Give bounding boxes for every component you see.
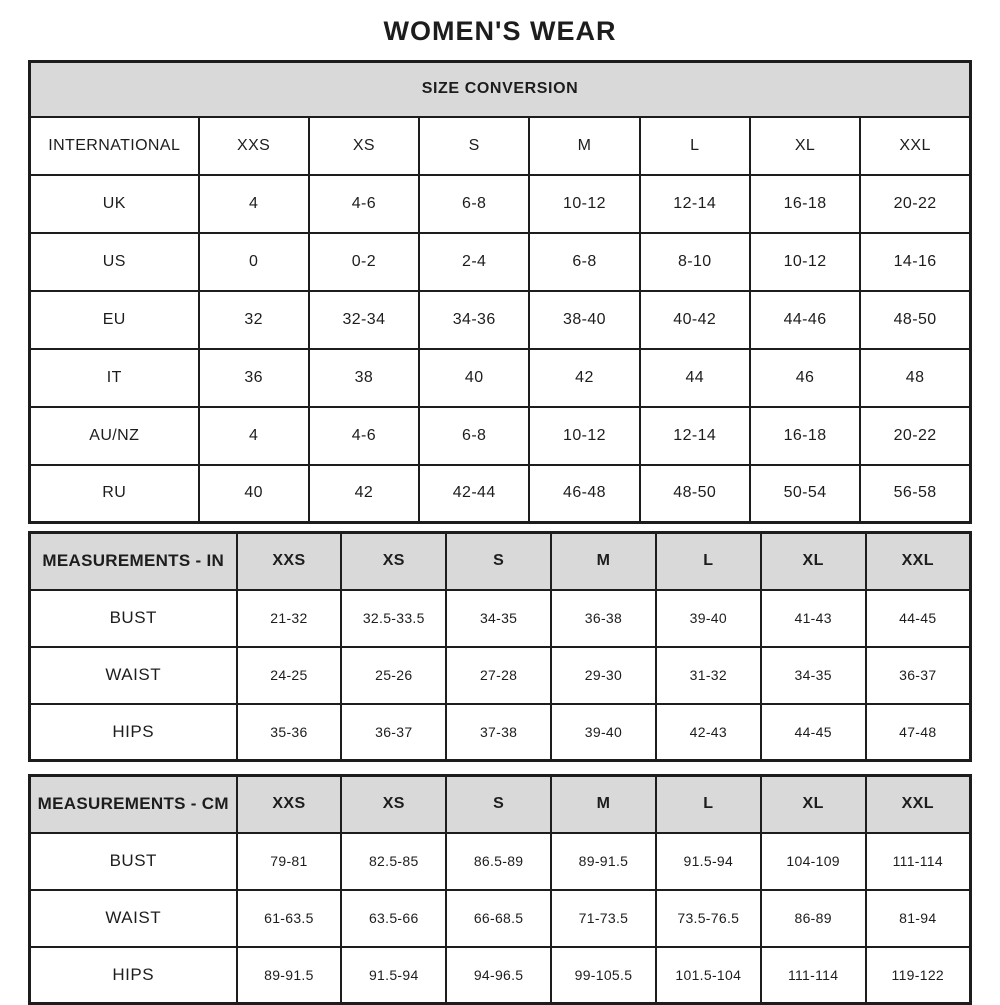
column-header: XL <box>761 776 866 833</box>
cell: 10-12 <box>529 407 639 465</box>
table-row <box>30 833 971 890</box>
cell: 46 <box>750 349 860 407</box>
cell: 111-114 <box>761 947 866 1004</box>
table-row <box>30 291 971 349</box>
cell: 32.5-33.5 <box>341 590 446 647</box>
cell: 42 <box>529 349 639 407</box>
row-label: WAIST <box>30 647 237 704</box>
cell: 66-68.5 <box>446 890 551 947</box>
row-label: AU/NZ <box>30 407 199 465</box>
cell: 79-81 <box>237 833 342 890</box>
row-label: HIPS <box>30 947 237 1004</box>
table-row <box>30 233 971 291</box>
cell: 44-45 <box>761 704 866 761</box>
cell: 4 <box>199 175 309 233</box>
cell: 32-34 <box>309 291 419 349</box>
row-label: HIPS <box>30 704 237 761</box>
cell: 48-50 <box>860 291 970 349</box>
cell: 44 <box>640 349 750 407</box>
cell: 41-43 <box>761 590 866 647</box>
row-label: BUST <box>30 833 237 890</box>
cell: 4 <box>199 407 309 465</box>
cell: 91.5-94 <box>656 833 761 890</box>
column-header: XXS <box>199 117 309 175</box>
column-header: L <box>640 117 750 175</box>
cell: 82.5-85 <box>341 833 446 890</box>
column-header: XXS <box>237 533 342 590</box>
cell: 81-94 <box>866 890 971 947</box>
row-label: WAIST <box>30 890 237 947</box>
cell: 2-4 <box>419 233 529 291</box>
cell: 36-37 <box>866 647 971 704</box>
cell: 42-44 <box>419 465 529 523</box>
cell: 40 <box>199 465 309 523</box>
column-header: S <box>419 117 529 175</box>
measurements-in-table <box>28 531 972 762</box>
table-header-row <box>30 117 971 175</box>
cell: 10-12 <box>529 175 639 233</box>
cell: 37-38 <box>446 704 551 761</box>
cell: 101.5-104 <box>656 947 761 1004</box>
column-header: XXL <box>860 117 970 175</box>
column-header: S <box>446 776 551 833</box>
table-row <box>30 465 971 523</box>
table-row <box>30 704 971 761</box>
column-header: M <box>551 776 656 833</box>
column-header: XL <box>750 117 860 175</box>
cell: 71-73.5 <box>551 890 656 947</box>
cell: 40 <box>419 349 529 407</box>
cell: 48-50 <box>640 465 750 523</box>
table-row <box>30 647 971 704</box>
cell: 25-26 <box>341 647 446 704</box>
cell: 0 <box>199 233 309 291</box>
cell: 86.5-89 <box>446 833 551 890</box>
cell: 86-89 <box>761 890 866 947</box>
cell: 48 <box>860 349 970 407</box>
table-title: SIZE CONVERSION <box>30 62 971 117</box>
cell: 73.5-76.5 <box>656 890 761 947</box>
table-row <box>30 349 971 407</box>
cell: 29-30 <box>551 647 656 704</box>
column-header: XS <box>341 776 446 833</box>
table-row <box>30 890 971 947</box>
row-label: UK <box>30 175 199 233</box>
cell: 36 <box>199 349 309 407</box>
column-header: XS <box>309 117 419 175</box>
cell: 6-8 <box>419 407 529 465</box>
size-chart-page <box>0 16 1000 1005</box>
cell: 89-91.5 <box>237 947 342 1004</box>
cell: 38-40 <box>529 291 639 349</box>
cell: 42-43 <box>656 704 761 761</box>
cell: 46-48 <box>529 465 639 523</box>
cell: 10-12 <box>750 233 860 291</box>
cell: 6-8 <box>529 233 639 291</box>
cell: 44-45 <box>866 590 971 647</box>
cell: 12-14 <box>640 407 750 465</box>
cell: 4-6 <box>309 407 419 465</box>
table-header-row <box>30 533 971 590</box>
column-header: XXL <box>866 776 971 833</box>
column-header: XXS <box>237 776 342 833</box>
cell: 89-91.5 <box>551 833 656 890</box>
cell: 44-46 <box>750 291 860 349</box>
cell: 27-28 <box>446 647 551 704</box>
cell: 24-25 <box>237 647 342 704</box>
size-conversion-table <box>28 60 972 524</box>
column-header: XXL <box>866 533 971 590</box>
cell: 35-36 <box>237 704 342 761</box>
column-header: S <box>446 533 551 590</box>
cell: 34-36 <box>419 291 529 349</box>
cell: 20-22 <box>860 175 970 233</box>
table-row <box>30 590 971 647</box>
cell: 21-32 <box>237 590 342 647</box>
table-row <box>30 947 971 1004</box>
cell: 38 <box>309 349 419 407</box>
cell: 50-54 <box>750 465 860 523</box>
cell: 47-48 <box>866 704 971 761</box>
row-label: IT <box>30 349 199 407</box>
cell: 36-38 <box>551 590 656 647</box>
cell: 8-10 <box>640 233 750 291</box>
measurements-cm-table <box>28 774 972 1005</box>
cell: 16-18 <box>750 407 860 465</box>
cell: 56-58 <box>860 465 970 523</box>
row-label: RU <box>30 465 199 523</box>
cell: 40-42 <box>640 291 750 349</box>
corner-header: INTERNATIONAL <box>30 117 199 175</box>
cell: 34-35 <box>446 590 551 647</box>
column-header: L <box>656 776 761 833</box>
table-row <box>30 175 971 233</box>
table-row <box>30 407 971 465</box>
column-header: XS <box>341 533 446 590</box>
cell: 91.5-94 <box>341 947 446 1004</box>
table-header-row <box>30 776 971 833</box>
cell: 20-22 <box>860 407 970 465</box>
cell: 0-2 <box>309 233 419 291</box>
column-header: M <box>551 533 656 590</box>
cell: 104-109 <box>761 833 866 890</box>
cell: 16-18 <box>750 175 860 233</box>
column-header: XL <box>761 533 866 590</box>
cell: 111-114 <box>866 833 971 890</box>
row-label: EU <box>30 291 199 349</box>
page-title: WOMEN'S WEAR <box>383 16 617 46</box>
cell: 6-8 <box>419 175 529 233</box>
row-label: BUST <box>30 590 237 647</box>
cell: 61-63.5 <box>237 890 342 947</box>
cell: 36-37 <box>341 704 446 761</box>
cell: 94-96.5 <box>446 947 551 1004</box>
cell: 99-105.5 <box>551 947 656 1004</box>
cell: 39-40 <box>551 704 656 761</box>
cell: 39-40 <box>656 590 761 647</box>
cell: 4-6 <box>309 175 419 233</box>
cell: 34-35 <box>761 647 866 704</box>
cell: 32 <box>199 291 309 349</box>
table-title-row <box>30 62 971 117</box>
cell: 63.5-66 <box>341 890 446 947</box>
row-label: US <box>30 233 199 291</box>
cell: 119-122 <box>866 947 971 1004</box>
cell: 12-14 <box>640 175 750 233</box>
column-header: M <box>529 117 639 175</box>
cell: 31-32 <box>656 647 761 704</box>
cell: 42 <box>309 465 419 523</box>
column-header: L <box>656 533 761 590</box>
cell: 14-16 <box>860 233 970 291</box>
corner-header: MEASUREMENTS - IN <box>30 533 237 590</box>
corner-header: MEASUREMENTS - CM <box>30 776 237 833</box>
